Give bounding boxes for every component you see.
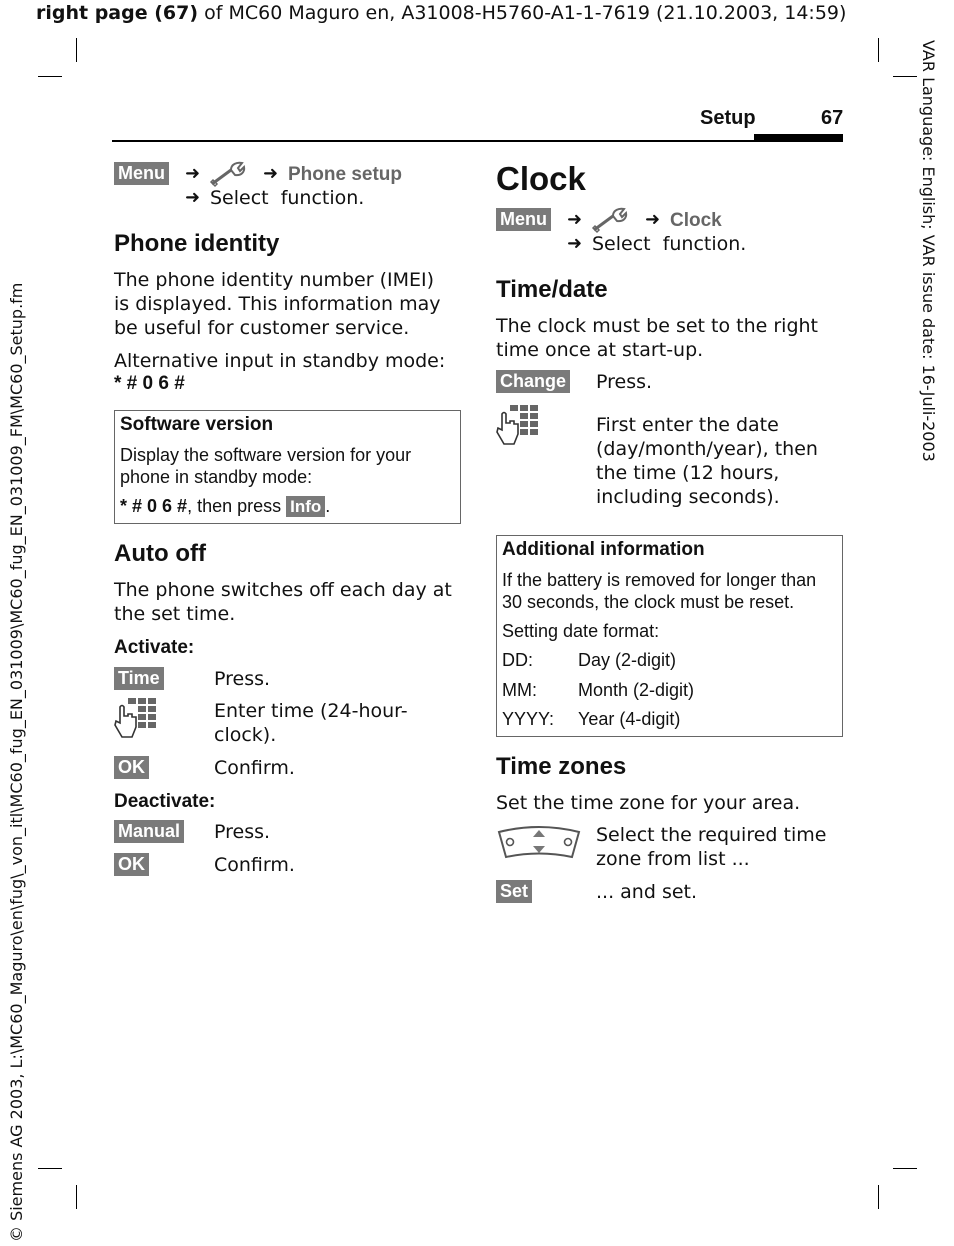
phone-identity-text: The phone identity number (IMEI) is displayed. This information may be useful for customer service. [114, 269, 441, 339]
software-version-box [114, 410, 461, 524]
arrow-icon: ➜ [567, 233, 583, 254]
info-softkey[interactable]: Info [286, 496, 325, 517]
time-zones-text: Set the time zone for your area. [496, 792, 801, 814]
software-box-then-press: , then press [187, 496, 287, 516]
wrench-icon [209, 160, 247, 188]
wrench-icon [591, 206, 629, 234]
step-desc: Confirm. [214, 854, 295, 876]
software-box-text: Display the software version for your phone in standby mode: [120, 445, 412, 487]
running-head-page-number: 67 [821, 107, 844, 129]
step-desc: Confirm. [214, 757, 295, 779]
step-desc: Press. [596, 371, 653, 393]
menu-softkey[interactable]: Menu [496, 208, 551, 231]
side-left-text: © Siemens AG 2003, L:\MC60_Maguro\en\fug\_von_itl\MC60_fug_EN_031009\MC60_fug_EN_031009_FM\MC60_Setup.fm [7, 282, 26, 1242]
auto-off-heading: Auto off [114, 540, 206, 567]
arrow-icon: ➜ [645, 209, 661, 230]
arrow-icon: ➜ [263, 163, 279, 184]
deactivate-label: Deactivate: [114, 791, 216, 812]
phone-identity-heading: Phone identity [114, 230, 280, 257]
time-zones-heading: Time zones [496, 753, 627, 780]
menu-select-text: Select function. [592, 233, 747, 255]
ok-softkey[interactable]: OK [114, 853, 149, 876]
keypad-icon [496, 404, 538, 448]
page-header-rest: of MC60 Maguro en, A31008-H5760-A1-1-7619 (21.10.2003, 14:59) [198, 2, 847, 24]
crop-mark [878, 1185, 879, 1209]
step-desc: Enter time (24-hour-clock). [214, 700, 408, 746]
step-row [496, 370, 570, 393]
step-desc: Select the required time zone from list ... [596, 824, 827, 870]
step-desc: ... and set. [596, 881, 698, 903]
set-softkey[interactable]: Set [496, 880, 532, 903]
software-box-code: * # 0 6 # [120, 496, 188, 516]
activate-label: Activate: [114, 637, 195, 658]
step-row [114, 756, 149, 779]
software-box-title: Software version [120, 414, 274, 435]
date-format-desc: Month (2-digit) [578, 680, 695, 700]
alt-input-text: Alternative input in standby mode: [114, 350, 446, 372]
standby-code: * # 0 6 # [114, 373, 185, 394]
step-desc: Press. [214, 668, 271, 690]
software-box-end: . [325, 496, 331, 516]
menu-path [496, 208, 551, 231]
menu-path-target: Phone setup [288, 164, 403, 185]
manual-softkey[interactable]: Manual [114, 820, 184, 843]
date-format-label: Setting date format: [502, 621, 660, 641]
additional-info-box [496, 535, 843, 737]
crop-mark [38, 76, 62, 77]
time-date-heading: Time/date [496, 276, 608, 303]
additional-box-text: If the battery is removed for longer than 30 seconds, the clock must be reset. [502, 570, 817, 612]
time-softkey[interactable]: Time [114, 667, 164, 690]
crop-mark [893, 1168, 917, 1169]
keypad-icon [114, 697, 156, 741]
date-format-code: DD: [502, 650, 533, 670]
header-rule [112, 140, 843, 142]
step-row [114, 820, 184, 843]
step-row [496, 880, 532, 903]
crop-mark [76, 1185, 77, 1209]
navigation-key-icon [496, 824, 582, 860]
menu-select-text: Select function. [210, 187, 365, 209]
crop-mark [76, 38, 77, 62]
side-right-text: VAR Language: English; VAR issue date: 16-Juli-2003 [919, 40, 938, 462]
date-format-code: YYYY: [502, 709, 555, 729]
step-row [114, 853, 149, 876]
menu-softkey[interactable]: Menu [114, 162, 169, 185]
crop-mark [893, 76, 917, 77]
arrow-icon: ➜ [185, 187, 201, 208]
additional-box-title: Additional information [502, 539, 705, 560]
menu-path-target: Clock [670, 210, 722, 231]
crop-mark [878, 38, 879, 62]
header-rule-thick [754, 134, 843, 140]
date-format-desc: Day (2-digit) [578, 650, 677, 670]
page-header [36, 2, 846, 24]
time-date-text: The clock must be set to the right time once at start-up. [496, 315, 818, 361]
page-header-bold: right page (67) [36, 2, 199, 24]
ok-softkey[interactable]: OK [114, 756, 149, 779]
date-format-desc: Year (4-digit) [578, 709, 681, 729]
running-head-section: Setup [700, 107, 756, 129]
auto-off-text: The phone switches off each day at the set time. [114, 579, 452, 625]
step-desc: First enter the date (day/month/year), then the time (12 hours, including seconds). [596, 414, 818, 508]
step-row [114, 667, 164, 690]
step-desc: Press. [214, 821, 271, 843]
menu-path [114, 162, 169, 185]
clock-heading: Clock [496, 160, 586, 197]
change-softkey[interactable]: Change [496, 370, 570, 393]
date-format-code: MM: [502, 680, 537, 700]
arrow-icon: ➜ [185, 163, 201, 184]
software-box-code-line [120, 495, 330, 517]
arrow-icon: ➜ [567, 209, 583, 230]
crop-mark [38, 1168, 62, 1169]
